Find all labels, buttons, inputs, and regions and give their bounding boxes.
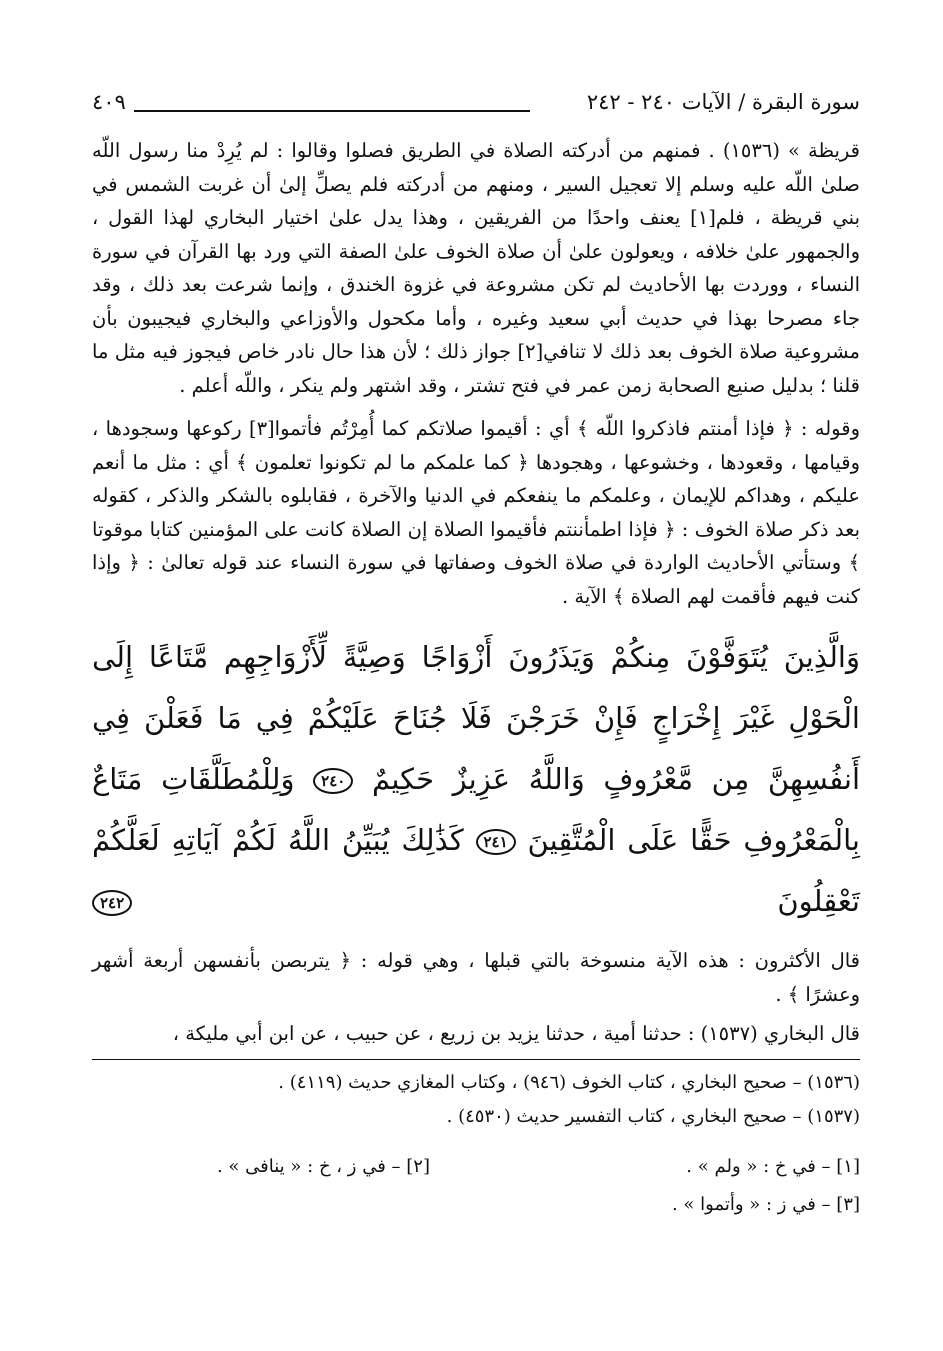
variant-note-2: [٢] – في ز ، خ : « ينافى » . [216,1155,430,1177]
paragraph-al-bukhari: قال البخاري (١٥٣٧) : حدثنا أمية ، حدثنا يزيد بن زريع ، عن حبيب ، عن ابن أبي مليكة ، [172,1022,860,1045]
verse-241-text: وَلِلْمُطَلَّقَاتِ مَتَاعٌ بِالْمَعْرُوفِ حَقًّا عَلَى الْمُتَّقِينَ [92,762,861,857]
paragraph-fa-idha-amintum: وقوله : ﴿ فإذا أمنتم فاذكروا اللّه ﴾ أي : أقيموا صلاتكم كما أُمِرْتُم فأتموا[٣] ركوعها وسجودها ، وقيامها ، وقعودها ، وخشوعها ، وهجودها ﴿ كما علمكم ما لم تكونوا تعلمون ﴾ أي : مثل ما أنعم عليكم ، وهداكم للإيمان ، وعلمكم ما ينفعكم في الدنيا والآخرة ، فقابلوه بالشكر والذكر ، كقوله بعد ذكر صلاة الخوف : ﴿ فإذا اطمأننتم فأقيموا الصلاة إن الصلاة كانت على المؤمنين كتابا موقوتا ﴾ وستأتي الأحاديث الواردة في صلاة الخوف وصفاتها في سورة النساء عند قوله تعالىٰ : ﴿ وإذا كنت فيهم فأقمت لهم الصلاة ﴾ الآية . [92,417,860,608]
ayah-number-240: ٢٤٠ [313,768,353,794]
paragraph-qurayza: قريظة » (١٥٣٦) . فمنهم من أدركته الصلاة في الطريق فصلوا وقالوا : لم يُرِدْ منا رسول اللّه صلىٰ اللّه عليه وسلم إلا تعجيل السير ، ومنهم من أدركته فلم يصلِّ إلىٰ أن غربت الشمس في بني قريظة ، فلم[١] يعنف واحدًا من الفريقين ، وهذا يدل علىٰ اختيار البخاري لهذا القول ، والجمهور علىٰ خلافه ، ويعولون علىٰ أن صلاة الخوف علىٰ الصفة التي ورد بها القرآن في سورة النساء ، ووردت بها الأحاديث لم تكن مشروعة في غزوة الخندق ، وإنما شرعت بعد ذلك ، وقد جاء مصرحا بهذا في حديث أبي سعيد وغيره ، وأما مكحول والأوزاعي والبخاري فيجيبون بأن مشروعية صلاة الخوف بعد ذلك لا تنافي[٢] جواز ذلك ؛ لأن هذا حال نادر خاص فيجوز فيه مثل ما قلنا ؛ بدليل صنيع الصحابة زمن عمر في فتح تشتر ، وقد اشتهر ولم ينكر ، واللّه أعلم . [92,139,861,397]
page-header [92,88,860,124]
footnote-1537: (١٥٣٧) – صحيح البخاري ، كتاب التفسير حديث (٤٥٣٠) . [446,1105,860,1127]
variant-notes [92,1156,860,1236]
variant-note-3: [٣] – في ز : « وأتموا » . [671,1193,860,1215]
footnote-rule [92,1059,860,1060]
ayah-number-241: ٢٤١ [476,829,516,855]
variant-note-1: [١] – في خ : « ولم » . [686,1155,860,1177]
verse-240-text: وَالَّذِينَ يُتَوَفَّوْنَ مِنكُمْ وَيَذَرُونَ أَزْوَاجًا وَصِيَّةً لِّأَزْوَاجِهِم مَّتَاعًا إِلَى الْحَوْلِ غَيْرَ إِخْرَاجٍ فَإِنْ خَرَجْنَ فَلَا جُنَاحَ عَلَيْكُمْ فِي مَا فَعَلْنَ فِي أَنفُسِهِنَّ مِن مَّعْرُوفٍ وَاللَّهُ عَزِيزٌ حَكِيمٌ [92,640,861,796]
book-page [92,88,860,1236]
verse-242-text: كَذَٰلِكَ يُبَيِّنُ اللَّهُ لَكُمْ آيَاتِهِ لَعَلَّكُمْ تَعْقِلُونَ [92,823,860,918]
quran-verses-block [92,627,860,932]
paragraph-al-aktharun: قال الأكثرون : هذه الآية منسوخة بالتي قبلها ، وهي قوله : ﴿ يتربصن بأنفسهن أربعة أشهر وعشرًا ﴾ . [92,949,860,1006]
header-rule [134,110,530,112]
ayah-number-242: ٢٤٢ [92,890,132,916]
footnote-1536: (١٥٣٦) – صحيح البخاري ، كتاب الخوف (٩٤٦) ، وكتاب المغازي حديث (٤١١٩) . [278,1071,860,1093]
page-number: ٤٠٩ [92,90,126,114]
running-title: سورة البقرة / الآيات ٢٤٠ - ٢٤٢ [586,90,860,114]
